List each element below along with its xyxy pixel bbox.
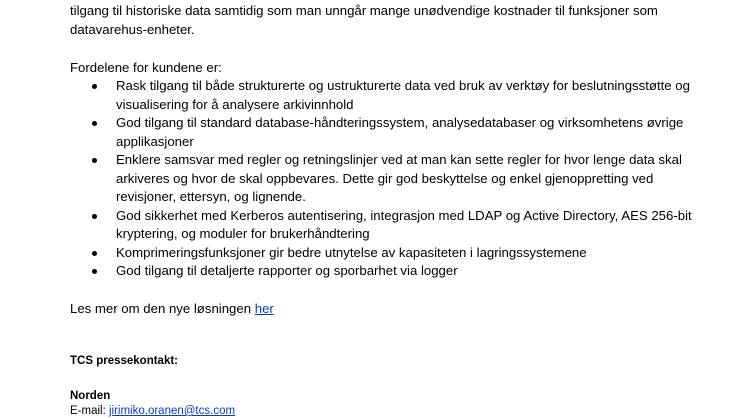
read-more-text: Les mer om den nye løsningen: [70, 301, 255, 316]
bullet-icon: [92, 269, 97, 274]
bullet-icon: [92, 84, 97, 89]
bullet-icon: [92, 121, 97, 126]
list-item: [116, 207, 716, 244]
intro-paragraph: tilgang til historiske data samtidig som man unngår mange unødvendige kostnader til funksjoner som datavarehus-enheter.: [70, 3, 658, 37]
press-contact-heading: TCS pressekontakt:: [70, 355, 179, 367]
list-item: [116, 244, 716, 263]
list-item-text: Komprimeringsfunksjoner gir bedre utnytelse av kapasiteten i lagringssystemene: [116, 244, 587, 260]
read-more-paragraph: [70, 300, 690, 319]
list-item: [116, 151, 716, 207]
bullet-icon: [92, 158, 97, 163]
bullet-icon: [92, 214, 97, 219]
list-item: [116, 262, 716, 281]
bullet-icon: [92, 251, 97, 256]
region-heading: Norden: [70, 390, 111, 402]
list-item-text: God tilgang til detaljerte rapporter og sporbarhet via logger: [116, 263, 458, 278]
email-link[interactable]: jirimiko.oranen@tcs.com: [108, 405, 236, 417]
list-item-text: Rask tilgang til både strukturerte og ustrukturerte data ved bruk av verktøy for beslutningsstøtte og visualisering for å analysere arkivinnhold: [116, 78, 690, 112]
read-more-link[interactable]: her: [254, 301, 274, 316]
list-item-text: God sikkerhet med Kerberos autentisering, integrasjon med LDAP og Active Directory, AES 256-bit kryptering, og moduler for brukerhåndtering: [116, 207, 692, 241]
benefits-heading: Fordelene for kundene er:: [70, 60, 222, 75]
benefits-list: [92, 77, 716, 281]
list-item-text: Enklere samsvar med regler og retningslinjer ved at man kan sette regler for hvor lenge data skal arkiveres og hvor de skal oppbevares. Dette gir god beskyttelse og enkel gjenoppretting ved revisjoner, ettersyn, og lignende.: [116, 152, 682, 204]
list-item: [116, 77, 716, 114]
email-label: E-mail:: [70, 405, 109, 417]
list-item: [116, 114, 716, 151]
list-item-text: God tilgang til standard database-håndteringssystem, analysedatabaser og virksomhetens øvrige applikasjoner: [116, 115, 684, 149]
email-line: [70, 403, 690, 419]
